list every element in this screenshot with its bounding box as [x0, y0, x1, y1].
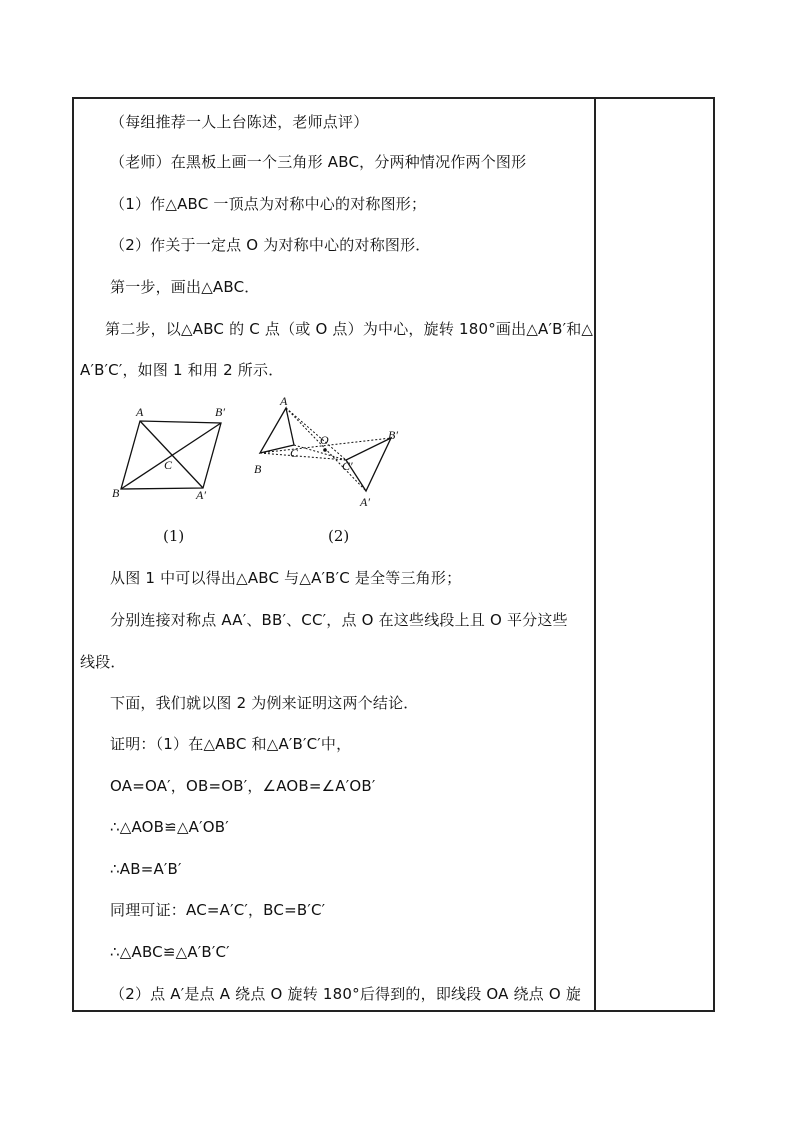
- figure-caption-2: (2): [328, 527, 350, 545]
- text-line: （1）作△ABC 一顶点为对称中心的对称图形；: [110, 195, 427, 213]
- fig2-label-o: O: [320, 433, 329, 447]
- text-line: （每组推荐一人上台陈述，老师点评）: [110, 113, 369, 131]
- text-line: 同理可证：AC=A′C′，BC=B′C′: [110, 901, 326, 919]
- fig1-label-c: C: [164, 458, 173, 472]
- fig1-label-b: B: [112, 486, 120, 500]
- figure-symmetric-triangles: [108, 393, 428, 553]
- text-line: 从图 1 中可以得出△ABC 与△A′B′C 是全等三角形；: [110, 569, 462, 587]
- fig2-label-c: C: [290, 446, 299, 460]
- fig2-label-c-prime: C′: [342, 459, 353, 473]
- text-line: （2）作关于一定点 O 为对称中心的对称图形．: [110, 236, 431, 254]
- fig2-label-b: B: [254, 462, 262, 476]
- fig2-label-a: A: [280, 394, 288, 408]
- text-line: 第一步，画出△ABC．: [110, 278, 260, 296]
- text-line: 下面，我们就以图 2 为例来证明这两个结论．: [110, 694, 419, 712]
- text-line: （2）点 A′是点 A 绕点 O 旋转 180°后得到的，即线段 OA 绕点 O 旋: [110, 985, 582, 1003]
- text-line: 第二步，以△ABC 的 C 点（或 O 点）为中心，旋转 180°画出△A′B′和△: [105, 320, 594, 338]
- fig1-label-a: A: [136, 405, 144, 419]
- figure-caption-1: (1): [163, 527, 185, 545]
- text-line: ∴△AOB≌△A′OB′: [110, 818, 229, 836]
- text-line: 分别连接对称点 AA′、BB′、CC′，点 O 在这些线段上且 O 平分这些: [110, 611, 568, 629]
- figure-1: [121, 421, 221, 489]
- text-line: （老师）在黑板上画一个三角形 ABC，分两种情况作两个图形: [110, 153, 527, 171]
- text-line: ∴AB=A′B′: [110, 860, 182, 878]
- text-line: OA=OA′，OB=OB′，∠AOB=∠A′OB′: [110, 777, 376, 795]
- fig2-label-b-prime: B′: [388, 428, 398, 442]
- text-line: 线段．: [80, 653, 126, 671]
- text-line: 证明：（1）在△ABC 和△A′B′C′中，: [110, 735, 352, 753]
- table-column-divider: [594, 97, 596, 1012]
- text-line: ∴△ABC≌△A′B′C′: [110, 943, 230, 961]
- text-line: A′B′C′，如图 1 和用 2 所示．: [80, 361, 284, 379]
- fig1-label-a-prime: A′: [196, 488, 206, 502]
- fig1-label-b-prime: B′: [215, 405, 225, 419]
- fig2-label-a-prime: A′: [360, 495, 370, 509]
